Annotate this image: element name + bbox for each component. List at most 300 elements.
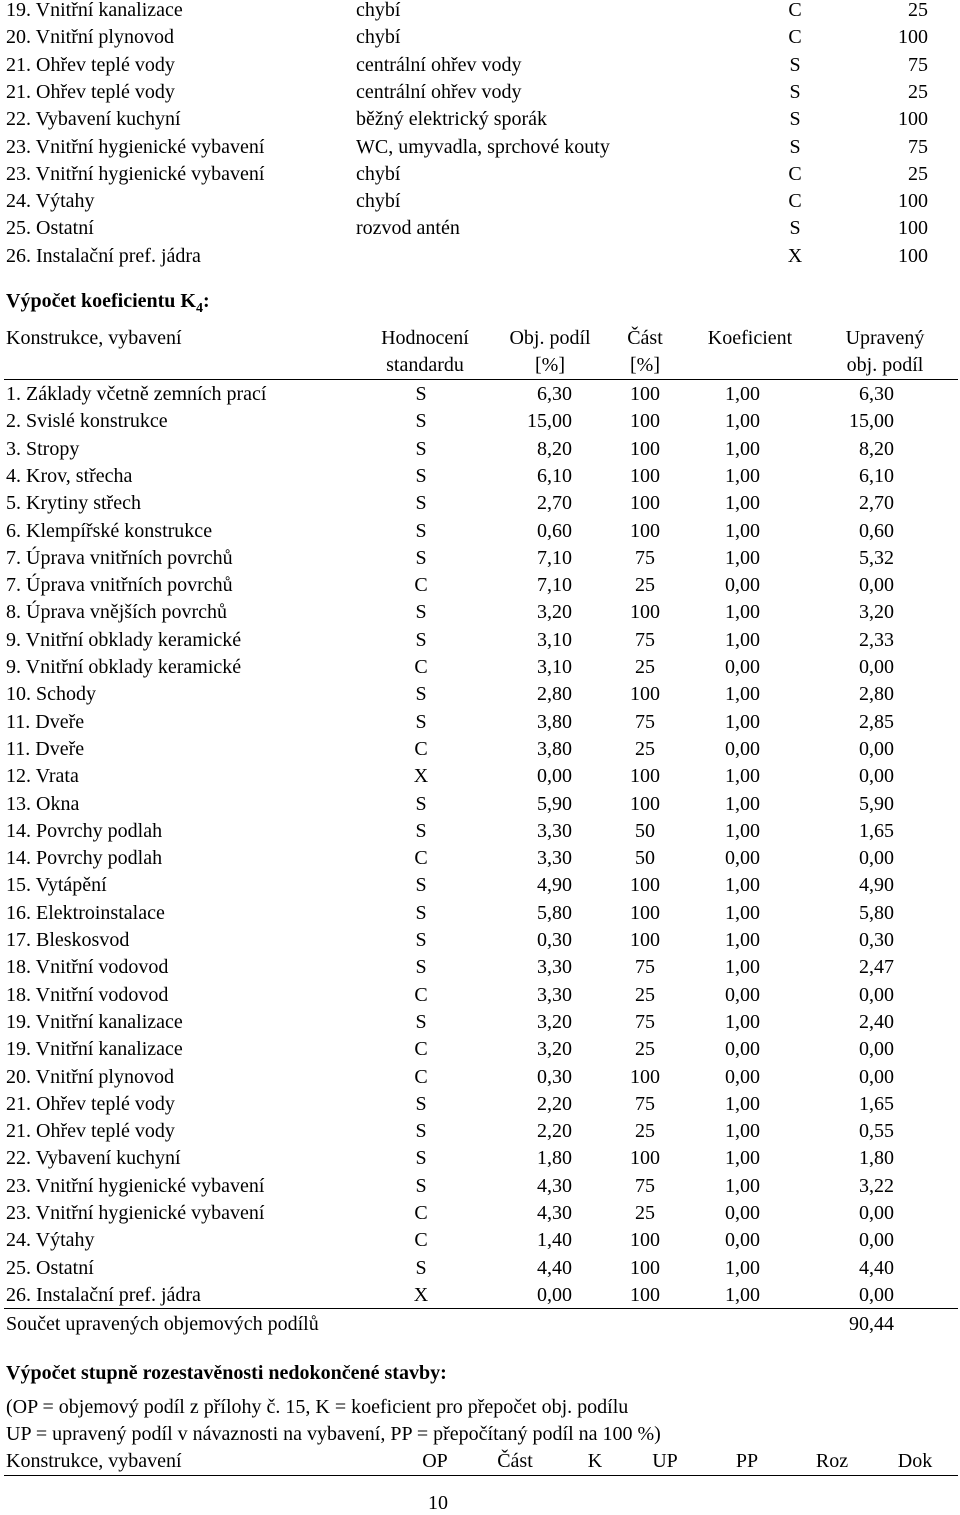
k4-row-name: 2. Svislé konstrukce [6, 410, 168, 433]
k4-heading-text: Výpočet koeficientu K [6, 290, 196, 312]
k4-row-koeficient: 1,00 [725, 464, 760, 487]
stage-header-op: OP [422, 1450, 448, 1472]
standard-row-description: chybí [356, 26, 401, 49]
k4-row-obj-podil: 3,80 [537, 737, 572, 760]
k4-heading-colon: : [202, 290, 210, 312]
k4-row-obj-podil: 2,80 [537, 683, 572, 706]
k4-row-standard: S [415, 1256, 427, 1279]
standard-row-value: 100 [898, 244, 928, 267]
k4-row-obj-podil: 2,20 [537, 1120, 572, 1143]
header-obj-line1: Obj. podíl [509, 327, 591, 349]
standard-row-name: 20. Vnitřní plynovod [6, 26, 174, 49]
stage-header-dok: Dok [897, 1450, 933, 1472]
k4-table-row [0, 791, 960, 818]
k4-row-standard: X [413, 1283, 429, 1306]
k4-row-standard: S [415, 792, 427, 815]
k4-row-upraveny: 3,22 [859, 1174, 894, 1197]
k4-row-koeficient: 0,00 [725, 574, 760, 597]
k4-row-upraveny: 2,85 [859, 710, 894, 733]
k4-row-cast: 100 [630, 765, 660, 788]
k4-row-name: 5. Krytiny střech [6, 492, 141, 515]
k4-row-name: 9. Vnitřní obklady keramické [6, 628, 242, 651]
k4-row-upraveny: 0,00 [859, 847, 894, 870]
k4-table-row [0, 490, 960, 517]
standard-row-level: C [788, 190, 802, 213]
k4-row-obj-podil: 15,00 [527, 410, 572, 433]
standard-row [0, 134, 960, 161]
standard-row-level: X [787, 244, 803, 267]
k4-row-name: 11. Dveře [6, 710, 85, 733]
k4-row-obj-podil: 2,20 [537, 1092, 572, 1115]
k4-table-row [0, 709, 960, 736]
sum-label: Součet upravených objemových podílů [6, 1313, 319, 1335]
k4-row-standard: S [415, 1120, 427, 1143]
k4-row-koeficient: 0,00 [725, 1202, 760, 1224]
k4-row-standard: X [413, 765, 429, 788]
k4-row-upraveny: 2,47 [859, 956, 894, 979]
k4-row-standard: C [414, 983, 428, 1006]
k4-row-cast: 75 [635, 546, 655, 569]
k4-row-standard: S [415, 410, 427, 433]
k4-row-standard: C [414, 737, 428, 760]
k4-row-standard: S [415, 710, 427, 733]
k4-table-row [0, 845, 960, 872]
k4-row-koeficient: 1,00 [725, 492, 760, 515]
standard-row [0, 24, 960, 51]
k4-row-name: 23. Vnitřní hygienické vybavení [6, 1174, 265, 1197]
stage-header-cast: Část [497, 1450, 533, 1472]
k4-row-upraveny: 6,10 [859, 464, 894, 487]
k4-row-obj-podil: 0,30 [537, 929, 572, 951]
k4-table-row [0, 1064, 960, 1091]
k4-row-obj-podil: 7,10 [537, 546, 572, 569]
standard-row-name: 23. Vnitřní hygienické vybavení [6, 135, 265, 158]
sum-value: 90,44 [849, 1313, 894, 1335]
k4-row-obj-podil: 3,20 [537, 1010, 572, 1033]
k4-row-upraveny: 0,00 [859, 1065, 894, 1088]
standard-row-value: 100 [898, 190, 928, 213]
k4-header-divider [4, 379, 958, 380]
standard-row-value: 75 [908, 53, 928, 76]
k4-row-name: 22. Vybavení kuchyní [6, 1147, 181, 1170]
header-upraveny-line2: obj. podíl [846, 354, 924, 376]
k4-row-cast: 100 [630, 1283, 660, 1306]
k4-row-upraveny: 2,40 [859, 1010, 894, 1033]
standard-row-description: chybí [356, 162, 401, 185]
k4-row-koeficient: 1,00 [725, 710, 760, 733]
k4-row-cast: 75 [635, 1174, 655, 1197]
k4-row-standard: S [415, 464, 427, 487]
k4-row-obj-podil: 3,20 [537, 1038, 572, 1061]
k4-row-name: 21. Ohřev teplé vody [6, 1092, 175, 1115]
k4-row-upraveny: 2,33 [859, 628, 894, 651]
standard-row [0, 188, 960, 215]
k4-row-standard: S [415, 628, 427, 651]
stage-header-k: K [587, 1450, 603, 1472]
k4-row-standard: S [415, 519, 427, 542]
standard-row-level: C [788, 162, 802, 185]
k4-table-row [0, 599, 960, 626]
k4-row-upraveny: 0,00 [859, 1202, 894, 1224]
k4-row-name: 24. Výtahy [6, 1229, 95, 1252]
k4-row-obj-podil: 3,20 [537, 601, 572, 624]
standard-row-description: WC, umyvadla, sprchové kouty [356, 135, 610, 158]
k4-row-upraveny: 15,00 [849, 410, 894, 433]
k4-row-obj-podil: 1,40 [537, 1229, 572, 1252]
header-konstrukce: Konstrukce, vybavení [6, 327, 182, 349]
page-number: 10 [428, 1492, 448, 1514]
k4-row-name: 6. Klempířské konstrukce [6, 519, 213, 542]
k4-row-koeficient: 1,00 [725, 1283, 760, 1306]
standard-row-description: chybí [356, 190, 401, 213]
k4-row-cast: 100 [630, 792, 660, 815]
k4-table-row [0, 627, 960, 654]
k4-row-name: 9. Vnitřní obklady keramické [6, 656, 242, 678]
standard-row-description: rozvod antén [356, 217, 460, 240]
k4-table-row [0, 763, 960, 790]
k4-table-row [0, 1173, 960, 1200]
standard-row-description: chybí [356, 0, 401, 21]
k4-row-standard: S [415, 546, 427, 569]
k4-table-row [0, 900, 960, 927]
k4-sum-row [0, 1311, 960, 1338]
standard-row-value: 100 [898, 26, 928, 49]
k4-row-standard: S [415, 1147, 427, 1170]
k4-row-koeficient: 1,00 [725, 765, 760, 788]
k4-row-name: 4. Krov, střecha [6, 464, 133, 487]
k4-row-cast: 25 [635, 574, 655, 597]
k4-row-upraveny: 0,55 [859, 1120, 894, 1143]
k4-row-upraveny: 0,30 [859, 929, 894, 951]
k4-row-upraveny: 5,90 [859, 792, 894, 815]
standard-row-name: 25. Ostatní [6, 217, 94, 240]
standard-row-name: 26. Instalační pref. jádra [6, 244, 201, 267]
standard-row [0, 106, 960, 133]
k4-row-koeficient: 1,00 [725, 956, 760, 979]
k4-row-standard: C [414, 1065, 428, 1088]
k4-row-koeficient: 1,00 [725, 874, 760, 897]
standard-row-level: S [789, 108, 801, 131]
k4-row-obj-podil: 4,30 [537, 1174, 572, 1197]
k4-row-cast: 100 [630, 1147, 660, 1170]
k4-heading-subscript: 4 [195, 301, 203, 316]
k4-row-koeficient: 1,00 [725, 792, 760, 815]
k4-row-cast: 25 [635, 1038, 655, 1061]
k4-row-koeficient: 1,00 [725, 437, 760, 460]
k4-row-obj-podil: 2,70 [537, 492, 572, 515]
standard-row-description: centrální ohřev vody [356, 53, 522, 76]
k4-heading [6, 290, 210, 317]
k4-row-upraveny: 0,00 [859, 983, 894, 1006]
k4-sum-divider [4, 1308, 958, 1309]
k4-row-cast: 100 [630, 1256, 660, 1279]
standard-row-level: S [789, 53, 801, 76]
k4-table-row [0, 982, 960, 1009]
k4-row-obj-podil: 1,80 [537, 1147, 572, 1170]
k4-row-standard: C [414, 847, 428, 870]
k4-row-koeficient: 0,00 [725, 1065, 760, 1088]
k4-row-name: 18. Vnitřní vodovod [6, 983, 169, 1006]
header-hodnoceni-line2: standardu [386, 354, 464, 376]
k4-row-koeficient: 1,00 [725, 901, 760, 924]
k4-row-cast: 100 [630, 464, 660, 487]
k4-row-cast: 100 [630, 901, 660, 924]
k4-row-obj-podil: 3,30 [537, 956, 572, 979]
k4-table-row [0, 572, 960, 599]
k4-row-standard: S [415, 901, 427, 924]
standard-row-name: 23. Vnitřní hygienické vybavení [6, 162, 265, 185]
k4-row-obj-podil: 0,60 [537, 519, 572, 542]
standard-row [0, 161, 960, 188]
k4-row-upraveny: 4,40 [859, 1256, 894, 1279]
k4-table-row [0, 681, 960, 708]
k4-row-name: 13. Okna [6, 792, 80, 815]
standard-row-level: C [788, 0, 802, 21]
k4-table-row [0, 381, 960, 408]
k4-row-koeficient: 0,00 [725, 656, 760, 678]
k4-row-obj-podil: 3,10 [537, 656, 572, 678]
header-cast-line2: [%] [630, 354, 660, 376]
k4-row-standard: S [415, 683, 427, 706]
k4-row-koeficient: 1,00 [725, 1010, 760, 1033]
k4-row-upraveny: 0,00 [859, 1283, 894, 1306]
k4-row-name: 11. Dveře [6, 737, 85, 760]
k4-row-name: 19. Vnitřní kanalizace [6, 1010, 183, 1033]
header-cast-line1: Část [627, 327, 663, 349]
k4-row-koeficient: 1,00 [725, 383, 760, 405]
k4-row-cast: 100 [630, 492, 660, 515]
k4-row-obj-podil: 4,30 [537, 1202, 572, 1224]
k4-row-koeficient: 1,00 [725, 1256, 760, 1279]
k4-row-cast: 100 [630, 410, 660, 433]
k4-row-standard: S [415, 1010, 427, 1033]
k4-table-row [0, 408, 960, 435]
k4-table-row [0, 927, 960, 954]
k4-row-cast: 100 [630, 1065, 660, 1088]
k4-row-upraveny: 5,32 [859, 546, 894, 569]
k4-row-cast: 100 [630, 929, 660, 951]
k4-table-row [0, 1091, 960, 1118]
k4-row-upraveny: 1,80 [859, 1147, 894, 1170]
k4-row-standard: C [414, 656, 428, 678]
header-upraveny-line1: Upravený [845, 327, 925, 349]
standard-row [0, 52, 960, 79]
k4-row-koeficient: 0,00 [725, 1038, 760, 1061]
stage-header-roz: Roz [815, 1450, 849, 1472]
standard-row-level: C [788, 26, 802, 49]
header-obj-line2: [%] [535, 354, 565, 376]
k4-row-standard: S [415, 1174, 427, 1197]
k4-row-name: 17. Bleskosvod [6, 929, 130, 951]
k4-row-obj-podil: 4,90 [537, 874, 572, 897]
k4-table-row [0, 545, 960, 572]
k4-row-upraveny: 0,00 [859, 1038, 894, 1061]
k4-row-cast: 75 [635, 956, 655, 979]
k4-row-upraveny: 3,20 [859, 601, 894, 624]
k4-table-row [0, 1009, 960, 1036]
k4-row-standard: C [414, 1202, 428, 1224]
k4-row-name: 26. Instalační pref. jádra [6, 1283, 201, 1306]
k4-row-upraveny: 2,70 [859, 492, 894, 515]
k4-row-name: 1. Základy včetně zemních prací [6, 383, 267, 405]
k4-table-row [0, 872, 960, 899]
standard-row-description: centrální ohřev vody [356, 80, 522, 103]
stage-note-line1: (OP = objemový podíl z přílohy č. 15, K = koeficient pro přepočet obj. podílu [6, 1396, 629, 1418]
k4-row-name: 25. Ostatní [6, 1256, 94, 1279]
k4-row-cast: 75 [635, 1092, 655, 1115]
k4-row-name: 7. Úprava vnitřních povrchů [6, 546, 233, 569]
k4-row-standard: S [415, 601, 427, 624]
k4-row-upraveny: 0,00 [859, 574, 894, 597]
k4-row-standard: S [415, 929, 427, 951]
k4-row-name: 14. Povrchy podlah [6, 847, 163, 870]
k4-row-cast: 75 [635, 710, 655, 733]
standard-row-level: S [789, 217, 801, 240]
k4-row-obj-podil: 8,20 [537, 437, 572, 460]
standard-row-value: 100 [898, 217, 928, 240]
k4-table-row [0, 1227, 960, 1254]
standard-row-value: 25 [908, 80, 928, 103]
standard-row-name: 21. Ohřev teplé vody [6, 53, 175, 76]
k4-row-standard: S [415, 874, 427, 897]
k4-row-upraveny: 8,20 [859, 437, 894, 460]
k4-row-name: 20. Vnitřní plynovod [6, 1065, 174, 1088]
k4-row-name: 12. Vrata [6, 765, 79, 788]
k4-row-standard: S [415, 492, 427, 515]
k4-row-cast: 25 [635, 737, 655, 760]
k4-row-name: 10. Schody [6, 683, 96, 706]
standard-row-name: 24. Výtahy [6, 190, 95, 213]
standard-row [0, 79, 960, 106]
k4-table-row [0, 818, 960, 845]
k4-row-upraveny: 0,00 [859, 737, 894, 760]
k4-row-upraveny: 1,65 [859, 819, 894, 842]
k4-table-row [0, 1255, 960, 1282]
k4-row-koeficient: 1,00 [725, 1092, 760, 1115]
k4-row-cast: 100 [630, 437, 660, 460]
k4-row-koeficient: 0,00 [725, 847, 760, 870]
standard-row [0, 215, 960, 242]
k4-row-koeficient: 1,00 [725, 628, 760, 651]
k4-table-row [0, 518, 960, 545]
k4-row-upraveny: 6,30 [859, 383, 894, 405]
k4-row-standard: S [415, 1092, 427, 1115]
k4-row-cast: 50 [635, 819, 655, 842]
k4-row-standard: S [415, 383, 427, 405]
k4-row-cast: 100 [630, 683, 660, 706]
standard-row-name: 22. Vybavení kuchyní [6, 108, 181, 131]
stage-note-line2: UP = upravený podíl v návaznosti na vybavení, PP = přepočítaný podíl na 100 %) [6, 1423, 661, 1445]
k4-row-obj-podil: 5,80 [537, 901, 572, 924]
k4-table-row [0, 954, 960, 981]
k4-table-row [0, 463, 960, 490]
k4-row-standard: S [415, 819, 427, 842]
k4-row-obj-podil: 3,80 [537, 710, 572, 733]
k4-row-upraveny: 0,60 [859, 519, 894, 542]
header-hodnoceni-line1: Hodnocení [381, 327, 469, 349]
standard-row-level: S [789, 135, 801, 158]
k4-row-koeficient: 0,00 [725, 1229, 760, 1252]
k4-row-koeficient: 1,00 [725, 1147, 760, 1170]
k4-row-name: 14. Povrchy podlah [6, 819, 163, 842]
standard-row-level: S [789, 80, 801, 103]
k4-row-standard: C [414, 1229, 428, 1252]
standard-row-value: 25 [908, 162, 928, 185]
k4-row-upraveny: 0,00 [859, 765, 894, 788]
k4-row-name: 23. Vnitřní hygienické vybavení [6, 1202, 265, 1224]
k4-row-koeficient: 1,00 [725, 929, 760, 951]
stage-heading: Výpočet stupně rozestavěnosti nedokončené stavby: [6, 1362, 447, 1384]
k4-row-koeficient: 1,00 [725, 601, 760, 624]
k4-row-cast: 25 [635, 983, 655, 1006]
k4-row-standard: C [414, 1038, 428, 1061]
k4-row-name: 16. Elektroinstalace [6, 901, 165, 924]
k4-row-cast: 25 [635, 1202, 655, 1224]
k4-row-name: 7. Úprava vnitřních povrchů [6, 574, 233, 597]
k4-table-row [0, 736, 960, 763]
k4-row-upraveny: 5,80 [859, 901, 894, 924]
k4-row-koeficient: 1,00 [725, 546, 760, 569]
k4-row-cast: 75 [635, 628, 655, 651]
k4-row-obj-podil: 3,10 [537, 628, 572, 651]
stage-header-konstrukce: Konstrukce, vybavení [6, 1450, 182, 1472]
k4-row-obj-podil: 3,30 [537, 847, 572, 870]
k4-table-row [0, 1145, 960, 1172]
k4-row-upraveny: 0,00 [859, 656, 894, 678]
k4-row-obj-podil: 7,10 [537, 574, 572, 597]
k4-row-cast: 25 [635, 656, 655, 678]
standard-row-value: 25 [908, 0, 928, 21]
k4-row-obj-podil: 0,00 [537, 765, 572, 788]
k4-row-name: 8. Úprava vnějších povrchů [6, 601, 228, 624]
stage-table-header [0, 1448, 960, 1475]
k4-row-koeficient: 1,00 [725, 819, 760, 842]
k4-row-koeficient: 0,00 [725, 983, 760, 1006]
k4-row-name: 21. Ohřev teplé vody [6, 1120, 175, 1143]
k4-row-cast: 50 [635, 847, 655, 870]
standard-row [0, 0, 960, 24]
k4-row-upraveny: 1,65 [859, 1092, 894, 1115]
k4-row-cast: 75 [635, 1010, 655, 1033]
k4-row-name: 15. Vytápění [6, 874, 107, 897]
k4-row-koeficient: 1,00 [725, 1174, 760, 1197]
k4-row-standard: S [415, 956, 427, 979]
k4-row-koeficient: 1,00 [725, 410, 760, 433]
stage-header-divider [4, 1475, 958, 1476]
k4-row-koeficient: 0,00 [725, 737, 760, 760]
k4-row-cast: 100 [630, 874, 660, 897]
k4-row-name: 19. Vnitřní kanalizace [6, 1038, 183, 1061]
stage-header-up: UP [652, 1450, 678, 1472]
k4-row-cast: 100 [630, 601, 660, 624]
k4-table-row [0, 1118, 960, 1145]
header-koeficient: Koeficient [707, 327, 793, 349]
k4-row-upraveny: 2,80 [859, 683, 894, 706]
k4-row-obj-podil: 0,00 [537, 1283, 572, 1306]
k4-row-upraveny: 0,00 [859, 1229, 894, 1252]
k4-table-row [0, 1036, 960, 1063]
standard-row-name: 19. Vnitřní kanalizace [6, 0, 183, 21]
standard-row-name: 21. Ohřev teplé vody [6, 80, 175, 103]
k4-table-row [0, 1282, 960, 1309]
k4-row-obj-podil: 6,30 [537, 383, 572, 405]
k4-row-cast: 100 [630, 1229, 660, 1252]
stage-header-pp: PP [735, 1450, 759, 1472]
k4-row-koeficient: 1,00 [725, 519, 760, 542]
k4-row-name: 18. Vnitřní vodovod [6, 956, 169, 979]
k4-row-cast: 100 [630, 383, 660, 405]
standard-row-value: 100 [898, 108, 928, 131]
